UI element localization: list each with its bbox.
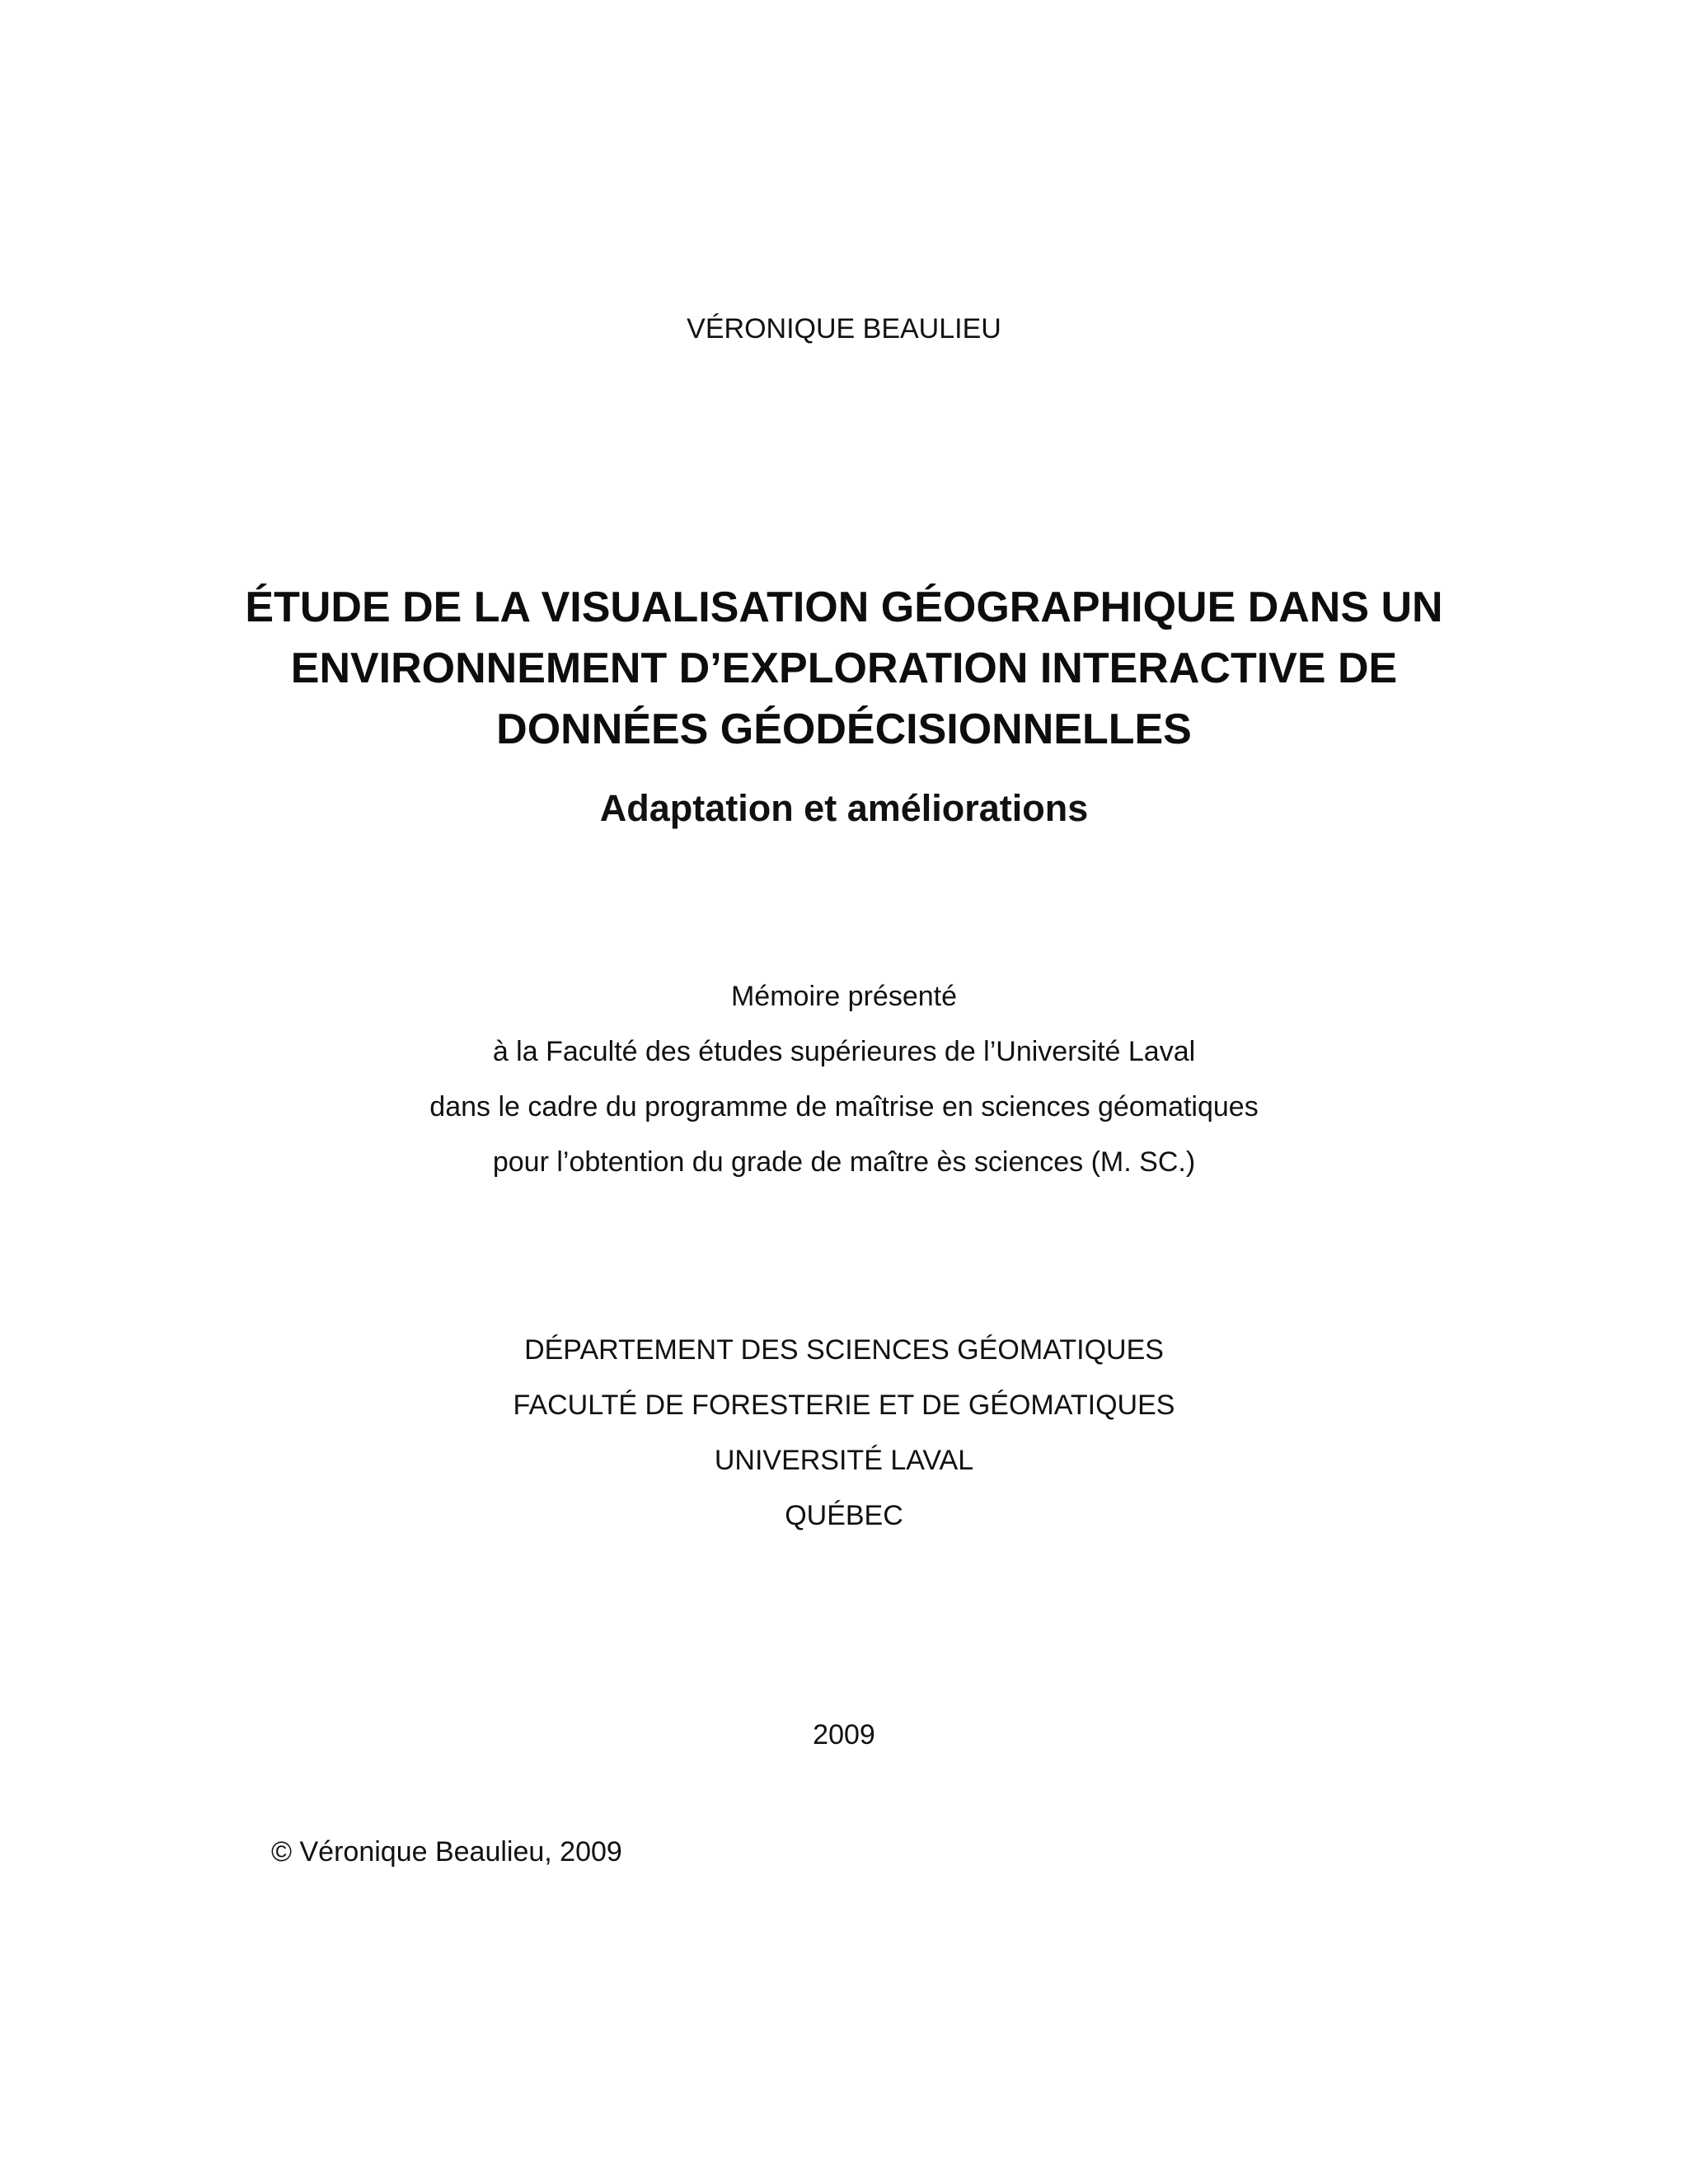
memoire-line: dans le cadre du programme de maîtrise en sciences géomatiques bbox=[429, 1091, 1259, 1122]
university-line: UNIVERSITÉ LAVAL bbox=[714, 1445, 974, 1476]
memoire-line: Mémoire présenté bbox=[730, 981, 957, 1012]
location-line: QUÉBEC bbox=[785, 1500, 903, 1531]
memoire-line: à la Faculté des études supérieures de l’Université Laval bbox=[492, 1036, 1196, 1067]
department-line: DÉPARTEMENT DES SCIENCES GÉOMATIQUES bbox=[524, 1334, 1164, 1366]
thesis-subtitle: Adaptation et améliorations bbox=[599, 787, 1089, 829]
faculty-line: FACULTÉ DE FORESTERIE ET DE GÉOMATIQUES bbox=[513, 1390, 1175, 1421]
publication-year: 2009 bbox=[813, 1719, 875, 1750]
thesis-title bbox=[0, 577, 1688, 760]
institution-block bbox=[0, 1323, 1688, 1544]
author-name: VÉRONIQUE BEAULIEU bbox=[687, 313, 1001, 344]
memoire-statement bbox=[0, 969, 1688, 1190]
title-line: ENVIRONNEMENT D’EXPLORATION INTERACTIVE DE bbox=[290, 644, 1398, 692]
copyright-notice: © Véronique Beaulieu, 2009 bbox=[271, 1836, 622, 1868]
title-line: ÉTUDE DE LA VISUALISATION GÉOGRAPHIQUE DANS UN bbox=[245, 583, 1443, 631]
title-line: DONNÉES GÉODÉCISIONNELLES bbox=[496, 705, 1192, 753]
memoire-line: pour l’obtention du grade de maître ès sciences (M. SC.) bbox=[492, 1146, 1196, 1178]
